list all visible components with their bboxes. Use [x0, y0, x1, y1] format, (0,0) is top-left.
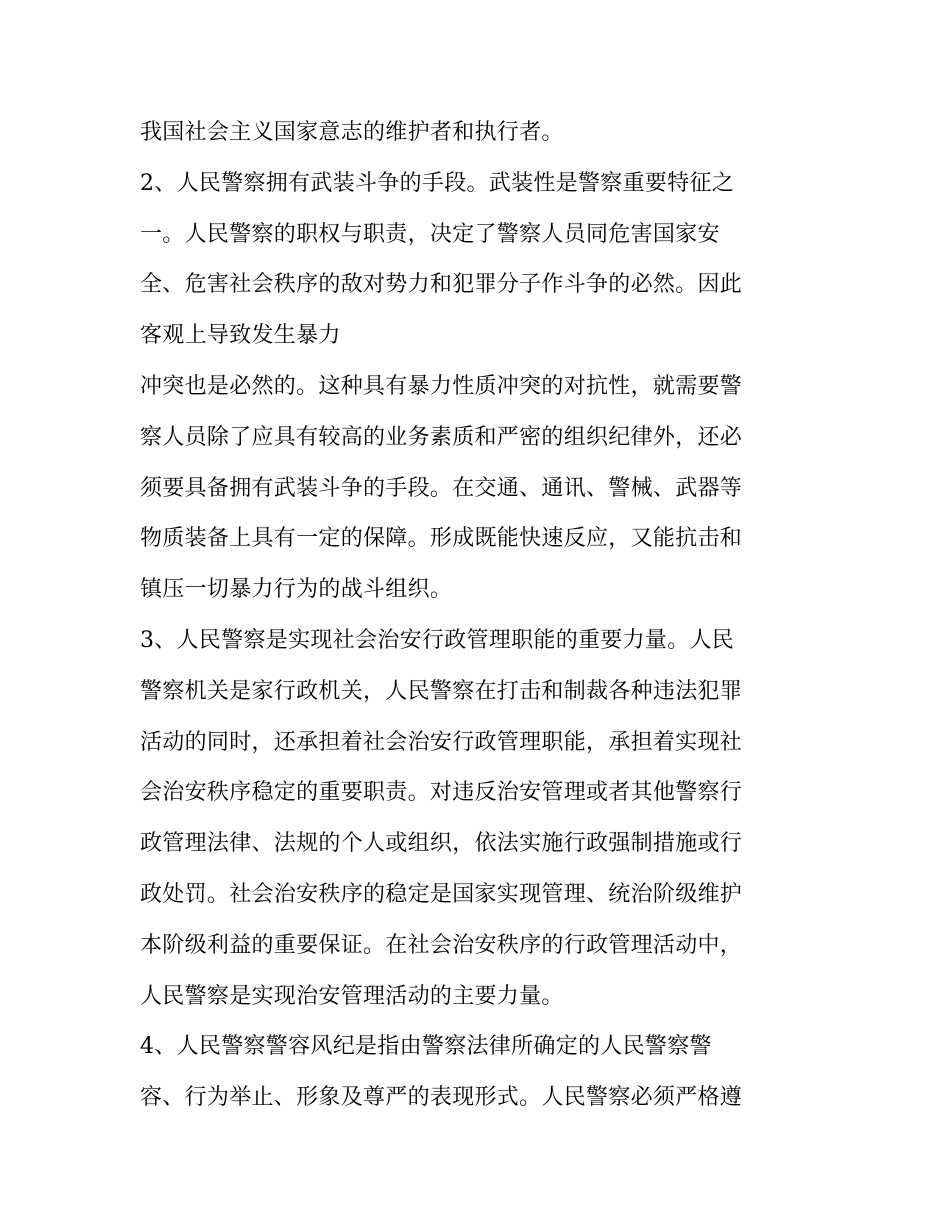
- text-line: 人民警察是实现治安管理活动的主要力量。: [140, 983, 564, 1009]
- text-line: 政处罚。社会治安秩序的稳定是国家实现管理、统治阶级维护: [140, 881, 743, 907]
- text-line: 2、人民警察拥有武装斗争的手段。武装性是警察重要特征之: [140, 170, 735, 196]
- text-line: 察人员除了应具有较高的业务素质和严密的组织纪律外，还必: [140, 424, 743, 450]
- text-line: 物质装备上具有一定的保障。形成既能快速反应，又能抗击和: [140, 526, 743, 552]
- text-line: 须要具备拥有武装斗争的手段。在交通、通讯、警械、武器等: [140, 475, 743, 501]
- text-line: 一。人民警察的职权与职责，决定了警察人员同危害国家安: [140, 221, 720, 247]
- document-body: [140, 108, 820, 1124]
- text-line: 3、人民警察是实现社会治安行政管理职能的重要力量。人民: [140, 627, 735, 653]
- text-line: 我国社会主义国家意志的维护者和执行者。: [140, 120, 564, 145]
- text-line: 警察机关是家行政机关，人民警察在打击和制裁各种违法犯罪: [140, 678, 743, 704]
- text-line: 全、危害社会秩序的敌对势力和犯罪分子作斗争的必然。因此: [140, 272, 743, 298]
- text-line: 政管理法律、法规的个人或组织，依法实施行政强制措施或行: [140, 831, 743, 857]
- text-line: 镇压一切暴力行为的战斗组织。: [140, 577, 453, 603]
- text-line: 会治安秩序稳定的重要职责。对违反治安管理或者其他警察行: [140, 780, 743, 806]
- text-line: 4、人民警察警容风纪是指由警察法律所确定的人民警察警: [140, 1034, 712, 1060]
- text-line: 客观上导致发生暴力: [140, 323, 341, 349]
- text-line: 冲突也是必然的。这种具有暴力性质冲突的对抗性，就需要警: [140, 373, 743, 399]
- text-line: 活动的同时，还承担着社会治安行政管理职能，承担着实现社: [140, 729, 743, 755]
- text-line: 本阶级利益的重要保证。在社会治安秩序的行政管理活动中，: [140, 932, 743, 958]
- text-line: 容、行为举止、形象及尊严的表现形式。人民警察必须严格遵: [140, 1085, 743, 1111]
